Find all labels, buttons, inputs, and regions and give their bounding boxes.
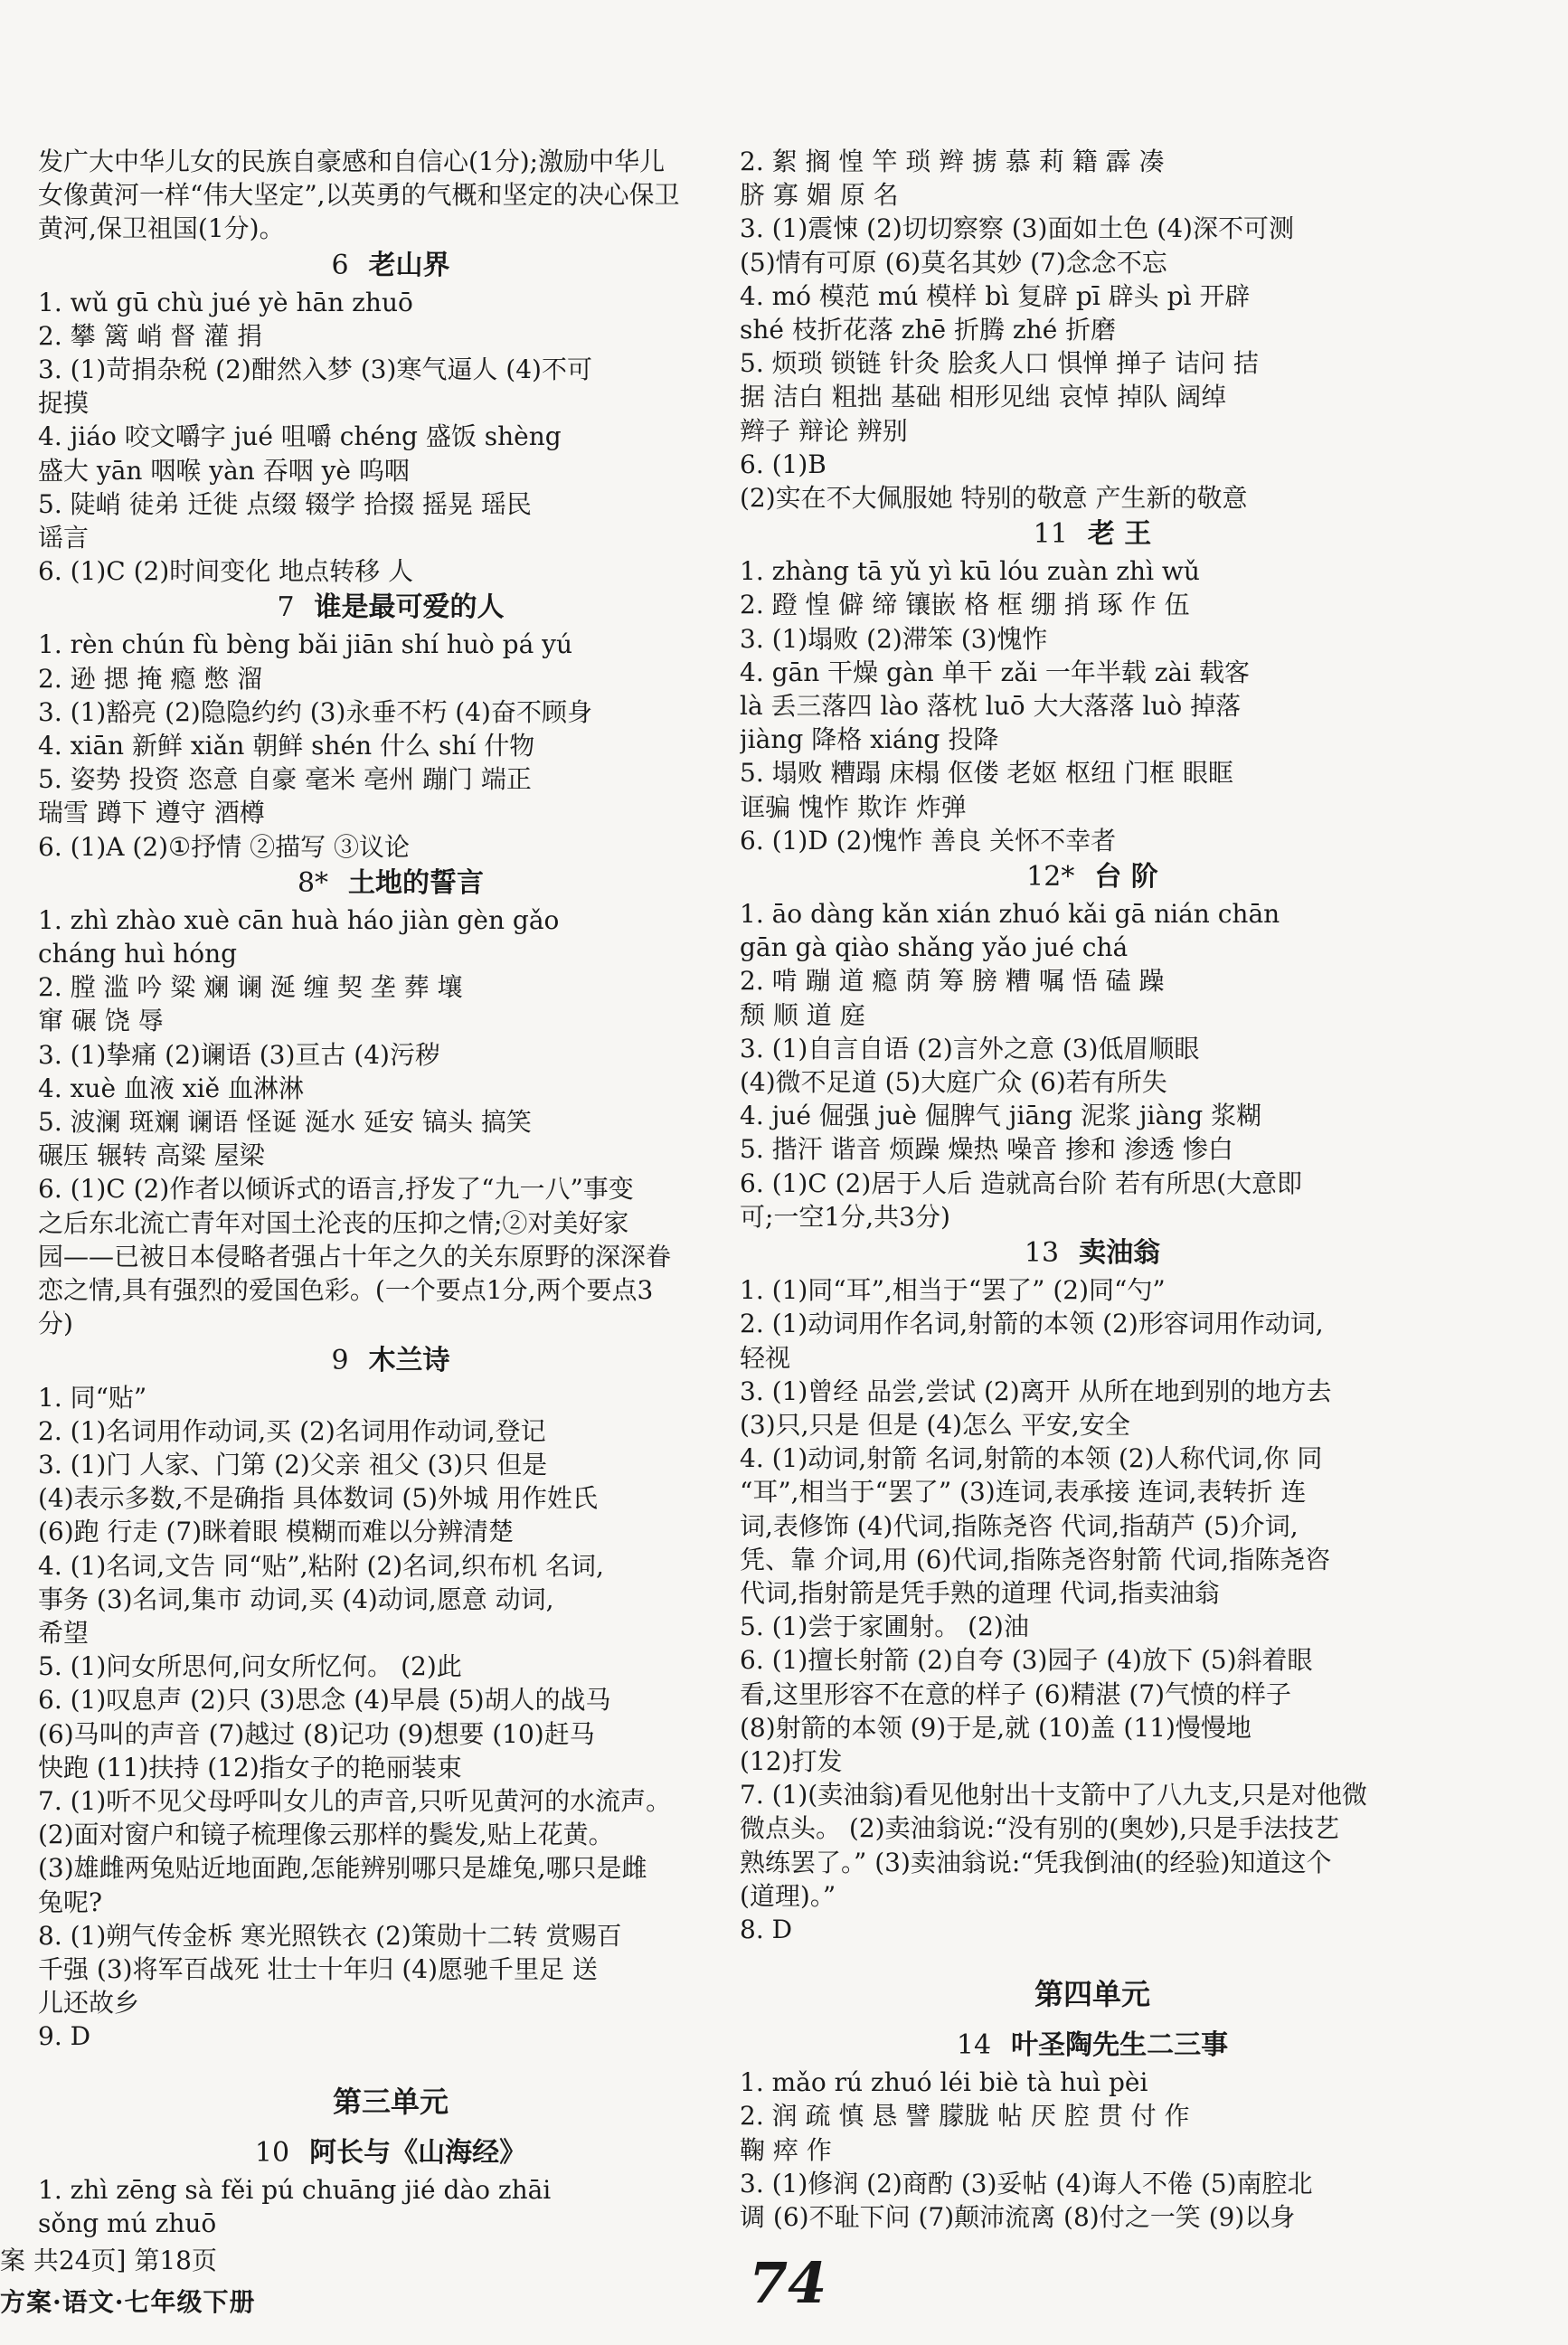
lesson-title (38, 865, 743, 902)
answer-line: 脐 寡 媚 原 名 (740, 180, 899, 211)
unit-title: 第三单元 (332, 2084, 449, 2119)
answer-line: 1. wǔ gū chù jué yè hān zhuō (38, 287, 413, 317)
answer-line: (3)雄雌两兔贴近地面跑,怎能辨别哪只是雄兔,哪只是雌 (38, 1853, 647, 1884)
answer-line: sǒng mú zhuō (38, 2208, 217, 2238)
answer-line: 3. (1)门 人家、门第 (2)父亲 祖父 (3)只 但是 (38, 1449, 548, 1480)
answer-line: 快跑 (11)扶持 (12)指女子的艳丽装束 (38, 1752, 462, 1782)
answer-line: 1. 同“贴” (38, 1382, 147, 1413)
answer-line: 1. zhì zēng sà fěi pú chuāng jié dào zhāi (38, 2174, 552, 2205)
answer-line: 3. (1)修润 (2)商酌 (3)妥帖 (4)诲人不倦 (5)南腔北 (740, 2168, 1313, 2198)
answer-line: 之后东北流亡青年对国土沦丧的压抑之情;②对美好家 (38, 1207, 629, 1238)
lesson-number: 13 (1024, 1237, 1060, 1270)
answer-line: 轻视 (740, 1342, 791, 1373)
lesson-title-text: 土地的誓言 (348, 866, 485, 899)
answer-line: 4. xiān 新鲜 xiǎn 朝鲜 shén 什么 shí 什物 (38, 731, 535, 761)
answer-line: (道理)。” (740, 1880, 836, 1911)
answer-line: 5. 波澜 斑斓 谰语 怪诞 涎水 延安 镐头 搞笑 (38, 1107, 532, 1138)
lesson-title-text: 卖油翁 (1079, 1237, 1161, 1270)
answer-line: 3. (1)挚痛 (2)谰语 (3)亘古 (4)污秽 (38, 1039, 440, 1070)
answer-line: 5. 陡峭 徒弟 迁徙 点缀 辍学 拾掇 摇晃 瑶民 (38, 488, 532, 519)
answer-line: gān gà qiào shǎng yǎo jué chá (740, 932, 1129, 963)
lesson-number: 10 (254, 2136, 290, 2169)
answer-line: 6. (1)C (2)时间变化 地点转移 人 (38, 556, 414, 587)
right-column (740, 145, 1445, 2234)
footer-book-title: 方案·语文·七年级下册 (0, 2287, 256, 2317)
left-column (38, 145, 743, 2240)
answer-line: (3)只,只是 但是 (4)怎么 平安,安全 (740, 1409, 1130, 1440)
answer-line: 6. (1)擅长射箭 (2)自夸 (3)园子 (4)放下 (5)斜着眼 (740, 1645, 1313, 1676)
answer-line: 2. (1)名词用作动词,买 (2)名词用作动词,登记 (38, 1415, 546, 1446)
footer-page-info: 案 共24页] 第18页 (0, 2246, 217, 2275)
answer-line: 2. 攀 篱 峭 督 灌 捐 (38, 320, 263, 351)
answer-line: 辫子 辩论 辨别 (740, 415, 908, 446)
answer-line: 2. 絮 搁 惶 竿 琐 辫 掳 慕 莉 籍 霹 凑 (740, 147, 1165, 176)
lesson-title (740, 2028, 1445, 2064)
answer-line: 6. (1)A (2)①抒情 ②描写 ③议论 (38, 831, 410, 862)
answer-line: 代词,指射箭是凭手熟的道理 代词,指卖油翁 (740, 1577, 1220, 1608)
answer-line: 5. (1)尝于家圃射。 (2)油 (740, 1612, 1029, 1642)
answer-line: 黄河,保卫祖国(1分)。 (38, 213, 285, 244)
lesson-title (38, 248, 743, 284)
answer-line: 6. (1)C (2)居于人后 造就高台阶 若有所思(大意即 (740, 1168, 1302, 1198)
answer-line: 2. 逊 揌 掩 瘾 憋 溜 (38, 663, 263, 694)
unit-title: 第四单元 (1034, 1977, 1150, 2012)
answer-line: 7. (1)听不见父母呼叫女儿的声音,只听见黄河的水流声。 (38, 1785, 672, 1816)
lesson-title (38, 1343, 743, 1379)
answer-line: 1. mǎo rú zhuó léi biè tà huì pèi (740, 2067, 1148, 2098)
answer-line: 希望 (38, 1617, 90, 1648)
answer-line: 兔呢? (38, 1886, 103, 1917)
lesson-number: 11 (1033, 518, 1068, 551)
answer-line: 8. (1)朔气传金柝 寒光照铁衣 (2)策勋十二转 赏赐百 (38, 1920, 622, 1951)
answer-line: (4)表示多数,不是确指 具体数词 (5)外城 用作姓氏 (38, 1483, 598, 1514)
answer-line: (2)面对窗户和镜子梳理像云那样的鬓发,贴上花黄。 (38, 1820, 614, 1850)
lesson-title (740, 1235, 1445, 1272)
answer-line: 6. (1)C (2)作者以倾诉式的语言,抒发了“九一八”事变 (38, 1174, 634, 1205)
lesson-number: 9 (331, 1344, 349, 1376)
answer-line: (12)打发 (740, 1745, 843, 1776)
answer-line: cháng huì hóng (38, 939, 238, 969)
lesson-title-text: 台 阶 (1094, 861, 1158, 894)
answer-line: 词,表修饰 (4)代词,指陈尧咨 代词,指葫芦 (5)介词, (740, 1510, 1299, 1541)
answer-line: 凭、靠 介词,用 (6)代词,指陈尧咨射箭 代词,指陈尧咨 (740, 1544, 1331, 1574)
answer-line: 9. D (38, 2021, 91, 2052)
answer-line: 4. mó 模范 mú 模样 bì 复辟 pī 辟头 pì 开辟 (740, 280, 1251, 311)
answer-line: 1. zhì zhào xuè cān huà háo jiàn gèn gǎo (38, 904, 560, 935)
answer-line: 1. āo dàng kǎn xián zhuó kǎi gā nián chān (740, 899, 1280, 930)
answer-line: 微点头。 (2)卖油翁说:“没有别的(奥妙),只是手法技艺 (740, 1813, 1340, 1844)
page-number: 74 (749, 2250, 827, 2316)
lesson-title (38, 590, 743, 626)
answer-line: 4. xuè 血液 xiě 血淋淋 (38, 1073, 305, 1103)
answer-line: 5. 塌败 糟蹋 床榻 伛偻 老妪 枢纽 门框 眼眶 (740, 758, 1233, 789)
answer-line: (5)情有可原 (6)莫名其妙 (7)念念不忘 (740, 247, 1167, 278)
answer-line: 5. 姿势 投资 恣意 自豪 毫米 亳州 蹦门 端正 (38, 764, 532, 795)
answer-line: 5. 烦琐 锁链 针灸 脍炙人口 惧惮 掸子 诘问 拮 (740, 348, 1259, 379)
answer-line: 4. jué 倔强 juè 倔脾气 jiāng 泥浆 jiàng 浆糊 (740, 1101, 1262, 1131)
answer-line: 6. (1)B (740, 449, 827, 479)
answer-line: 瑞雪 蹲下 遵守 酒樽 (38, 798, 265, 828)
answer-line: 千强 (3)将军百战死 壮士十年归 (4)愿驰千里足 送 (38, 1953, 598, 1984)
lesson-number: 12* (1026, 861, 1075, 894)
answer-line: 据 洁白 粗拙 基础 相形见绌 哀悼 掉队 阔绰 (740, 382, 1227, 412)
answer-line: 8. D (740, 1914, 793, 1944)
answer-line: 3. (1)自言自语 (2)言外之意 (3)低眉顺眼 (740, 1033, 1200, 1064)
lesson-title (740, 859, 1445, 895)
lesson-title-text: 老山界 (368, 249, 450, 281)
answer-line: 4. jiáo 咬文嚼字 jué 咀嚼 chéng 盛饭 shèng (38, 421, 562, 452)
answer-line: 5. 揩汗 谐音 烦躁 燥热 噪音 掺和 渗透 惨白 (740, 1134, 1233, 1165)
answer-line: (6)马叫的声音 (7)越过 (8)记功 (9)想要 (10)赶马 (38, 1718, 595, 1749)
lesson-title-text: 叶圣陶先生二三事 (1011, 2029, 1229, 2062)
answer-line: 4. (1)动词,射箭 名词,射箭的本领 (2)人称代词,你 同 (740, 1443, 1323, 1474)
answer-line: 分) (38, 1309, 73, 1339)
lesson-title-text: 阿长与《山海经》 (309, 2136, 527, 2169)
answer-line: 5. (1)问女所思何,问女所忆何。 (2)此 (38, 1651, 462, 1682)
answer-line: 看,这里形容不在意的样子 (6)精湛 (7)气愤的样子 (740, 1678, 1292, 1709)
answer-line: 发广大中华儿女的民族自豪感和自信心(1分);激励中华儿 (38, 147, 666, 176)
answer-line: (8)射箭的本领 (9)于是,就 (10)盖 (11)慢慢地 (740, 1712, 1252, 1743)
answer-line: 3. (1)苛捐杂税 (2)酣然入梦 (3)寒气逼人 (4)不可 (38, 355, 592, 385)
answer-line: (2)实在不大佩服她 特别的敬意 产生新的敬意 (740, 483, 1248, 514)
lesson-title-text: 木兰诗 (368, 1344, 450, 1376)
answer-line: 3. (1)塌败 (2)滞笨 (3)愧怍 (740, 623, 1048, 654)
answer-line: 2. 啃 蹦 道 瘾 荫 筹 膀 糟 嘱 悟 磕 躁 (740, 966, 1165, 997)
answer-line: 1. rèn chún fù bèng bǎi jiān shí huò pá yú (38, 629, 573, 660)
answer-line: jiàng 降格 xiáng 投降 (740, 724, 999, 755)
answer-line: 窜 碾 饶 辱 (38, 1006, 164, 1036)
lesson-number: 14 (956, 2029, 992, 2062)
lesson-title-text: 老 王 (1087, 518, 1152, 551)
answer-line: (4)微不足道 (5)大庭广众 (6)若有所失 (740, 1067, 1167, 1098)
answer-line: 4. gān 干燥 gàn 单干 zǎi 一年半载 zài 载客 (740, 657, 1251, 687)
lesson-number: 7 (277, 591, 295, 624)
answer-line: 女像黄河一样“伟大坚定”,以英勇的气概和坚定的决心保卫 (38, 180, 680, 211)
answer-line: 3. (1)震悚 (2)切切察察 (3)面如土色 (4)深不可测 (740, 213, 1294, 244)
answer-line: 2. 膛 滥 吟 粱 斓 谰 涎 缠 契 垄 葬 壤 (38, 972, 463, 1003)
answer-line: 6. (1)D (2)愧怍 善良 关怀不幸者 (740, 825, 1117, 856)
answer-line: 3. (1)曾经 品尝,尝试 (2)离开 从所在地到别的地方去 (740, 1376, 1332, 1406)
lesson-title-text: 谁是最可爱的人 (314, 591, 505, 624)
answer-line: 园——已被日本侵略者强占十年之久的关东原野的深深眷 (38, 1241, 672, 1272)
answer-line: 调 (6)不耻下问 (7)颠沛流离 (8)付之一笑 (9)以身 (740, 2201, 1296, 2232)
answer-line: 1. (1)同“耳”,相当于“罢了” (2)同“勺” (740, 1275, 1166, 1306)
answer-line: 儿还故乡 (38, 1988, 140, 2019)
answer-line: 4. (1)名词,文告 同“贴”,粘附 (2)名词,织布机 名词, (38, 1550, 604, 1581)
answer-line: 恋之情,具有强烈的爱国色彩。(一个要点1分,两个要点3 (38, 1275, 654, 1306)
answer-line: 2. 蹬 惶 僻 缔 镶嵌 格 框 绷 捎 琢 作 伍 (740, 590, 1190, 620)
answer-line: 可;一空1分,共3分) (740, 1201, 950, 1232)
answer-line: là 丢三落四 lào 落枕 luō 大大落落 luò 掉落 (740, 691, 1242, 722)
answer-line: 事务 (3)名词,集市 动词,买 (4)动词,愿意 动词, (38, 1584, 554, 1614)
answer-line: 3. (1)豁亮 (2)隐隐约约 (3)永垂不朽 (4)奋不顾身 (38, 696, 592, 727)
answer-line: 鞠 瘁 作 (740, 2134, 832, 2165)
lesson-number: 6 (331, 249, 349, 281)
answer-line: 谣言 (38, 523, 90, 553)
answer-line: (6)跑 行走 (7)眯着眼 模糊而难以分辨清楚 (38, 1517, 515, 1547)
answer-line: 2. 润 疏 慎 恳 譬 朦胧 帖 厌 腔 贯 付 作 (740, 2101, 1190, 2132)
answer-line: 碾压 辗转 高粱 屋梁 (38, 1140, 265, 1171)
answer-line: 盛大 yān 咽喉 yàn 吞咽 yè 呜咽 (38, 455, 410, 486)
lesson-title (740, 516, 1445, 553)
answer-line: 熟练罢了。” (3)卖油翁说:“凭我倒油(的经验)知道这个 (740, 1847, 1332, 1877)
answer-line: 6. (1)叹息声 (2)只 (3)思念 (4)早晨 (5)胡人的战马 (38, 1685, 611, 1716)
answer-line: “耳”,相当于“罢了” (3)连词,表承接 连词,表转折 连 (740, 1477, 1307, 1508)
answer-line: 1. zhàng tā yǔ yì kū lóu zuàn zhì wǔ (740, 556, 1200, 587)
answer-line: shé 枝折花落 zhē 折腾 zhé 折磨 (740, 315, 1117, 345)
lesson-title (38, 2135, 743, 2171)
lesson-number: 8* (297, 866, 329, 899)
answer-line: 2. (1)动词用作名词,射箭的本领 (2)形容词用作动词, (740, 1309, 1324, 1339)
answer-line: 7. (1)(卖油翁)看见他射出十支箭中了八九支,只是对他微 (740, 1780, 1368, 1811)
answer-line: 捉摸 (38, 388, 90, 419)
answer-line: 颓 顺 道 庭 (740, 999, 865, 1030)
answer-line: 诓骗 愧怍 欺诈 炸弹 (740, 791, 967, 822)
